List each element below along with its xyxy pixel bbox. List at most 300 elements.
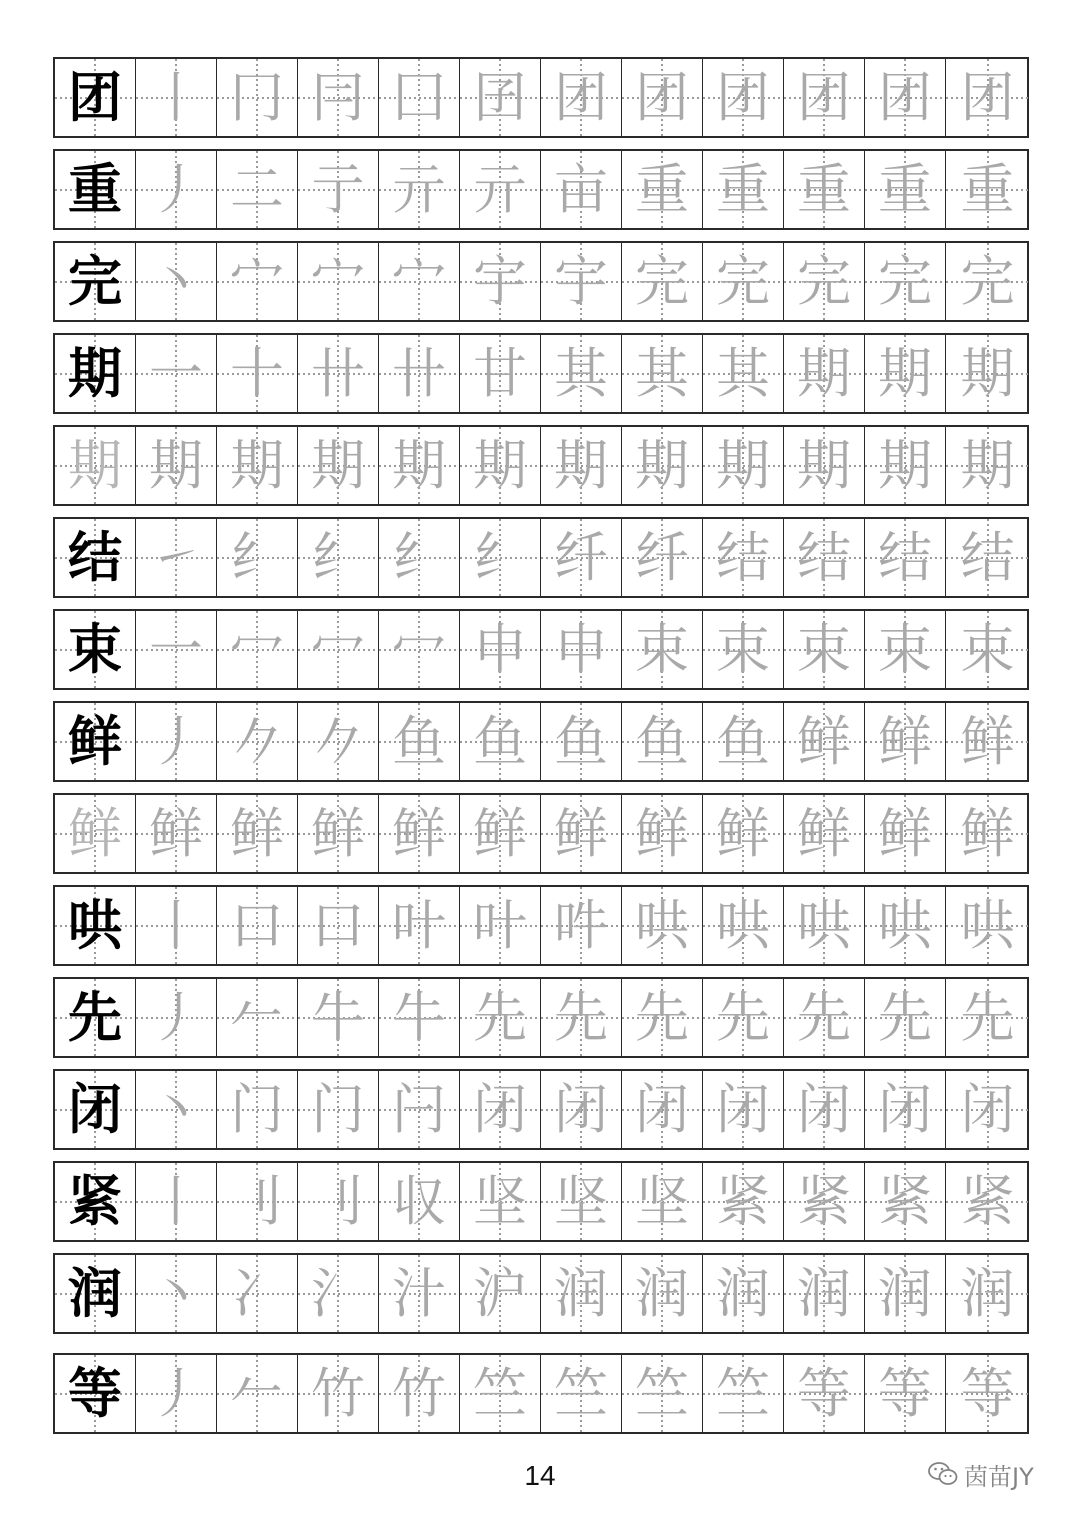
stroke-character: 门: [311, 1077, 365, 1141]
stroke-character: 束: [716, 617, 770, 681]
stroke-character: 吽: [554, 893, 608, 957]
stroke-step-cell: [460, 335, 541, 412]
stroke-character: 团: [960, 65, 1015, 129]
stroke-character: 丿: [149, 1361, 203, 1425]
stroke-step-cell: [298, 1255, 379, 1332]
practice-row: [53, 1161, 1029, 1242]
stroke-character: 闩: [392, 1077, 446, 1141]
stroke-character: 鲜: [635, 801, 689, 865]
trace-cell: [622, 795, 703, 872]
stroke-character: 完: [878, 249, 932, 313]
stroke-character: 润: [878, 1261, 932, 1325]
stroke-character: 宇: [554, 249, 608, 313]
stroke-character: 哄: [635, 893, 689, 957]
stroke-character: 期: [960, 341, 1015, 405]
model-char-cell: [55, 1355, 136, 1432]
stroke-character: 完: [797, 249, 851, 313]
stroke-step-cell: [136, 1163, 217, 1240]
stroke-character: 鲜: [797, 801, 851, 865]
stroke-step-cell: [379, 151, 460, 228]
stroke-step-cell: [784, 1071, 865, 1148]
stroke-character: 鲜: [878, 801, 932, 865]
model-char-cell: [55, 335, 136, 412]
stroke-character: 鲜: [392, 801, 446, 865]
stroke-step-cell: [784, 151, 865, 228]
model-character: 等: [68, 1361, 122, 1425]
model-character: 鲜: [68, 709, 122, 773]
stroke-character: 鲜: [797, 709, 851, 773]
stroke-step-cell: [703, 59, 784, 136]
stroke-step-cell: [622, 1163, 703, 1240]
stroke-character: 宀: [311, 249, 365, 313]
stroke-step-cell: [946, 1071, 1029, 1148]
stroke-step-cell: [217, 703, 298, 780]
stroke-character: 等: [797, 1361, 851, 1425]
stroke-step-cell: [622, 979, 703, 1056]
stroke-step-cell: [379, 979, 460, 1056]
trace-cell: [865, 427, 946, 504]
stroke-step-cell: [541, 611, 622, 688]
stroke-character: 完: [716, 249, 770, 313]
trace-cell: [55, 795, 136, 872]
stroke-character: 坚: [635, 1169, 689, 1233]
stroke-step-cell: [217, 519, 298, 596]
stroke-step-cell: [946, 59, 1029, 136]
stroke-character: 鱼: [392, 709, 446, 773]
stroke-character: 紧: [960, 1169, 1015, 1233]
stroke-character: 团: [878, 65, 932, 129]
stroke-character: 期: [878, 341, 932, 405]
stroke-character: 紧: [878, 1169, 932, 1233]
stroke-character: 其: [716, 341, 770, 405]
stroke-character: 束: [635, 617, 689, 681]
practice-row: [53, 977, 1029, 1058]
stroke-character: 牛: [392, 985, 446, 1049]
stroke-step-cell: [136, 151, 217, 228]
stroke-step-cell: [217, 1255, 298, 1332]
stroke-character: 竺: [554, 1361, 608, 1425]
practice-row: [53, 701, 1029, 782]
stroke-step-cell: [217, 335, 298, 412]
stroke-step-cell: [460, 1355, 541, 1432]
stroke-character: 纤: [635, 525, 689, 589]
stroke-character: 丨: [149, 893, 203, 957]
stroke-step-cell: [541, 335, 622, 412]
stroke-character: 重: [960, 157, 1015, 221]
stroke-step-cell: [298, 59, 379, 136]
model-char-cell: [55, 1255, 136, 1332]
trace-cell: [865, 795, 946, 872]
stroke-step-cell: [298, 979, 379, 1056]
practice-row: [53, 241, 1029, 322]
stroke-character: 先: [635, 985, 689, 1049]
model-char-cell: [55, 243, 136, 320]
stroke-character: 期: [68, 433, 122, 497]
stroke-character: 囝: [473, 65, 527, 129]
stroke-step-cell: [298, 1071, 379, 1148]
stroke-step-cell: [784, 611, 865, 688]
practice-row: [53, 333, 1029, 414]
stroke-step-cell: [460, 1163, 541, 1240]
stroke-character: 期: [473, 433, 527, 497]
stroke-character: 丨: [149, 65, 203, 129]
stroke-step-cell: [946, 1163, 1029, 1240]
model-char-cell: [55, 1163, 136, 1240]
stroke-character: 口: [311, 893, 365, 957]
stroke-character: 期: [230, 433, 284, 497]
stroke-step-cell: [379, 611, 460, 688]
model-character: 哄: [68, 893, 122, 957]
stroke-step-cell: [946, 1255, 1029, 1332]
stroke-character: 冖: [230, 617, 284, 681]
stroke-character: 冖: [392, 617, 446, 681]
stroke-step-cell: [541, 703, 622, 780]
model-character: 重: [68, 157, 122, 221]
trace-cell: [946, 427, 1029, 504]
stroke-character: 鱼: [473, 709, 527, 773]
stroke-character: 坚: [473, 1169, 527, 1233]
stroke-step-cell: [541, 1355, 622, 1432]
stroke-character: 润: [635, 1261, 689, 1325]
stroke-step-cell: [865, 59, 946, 136]
stroke-step-cell: [784, 243, 865, 320]
stroke-character: 期: [797, 433, 851, 497]
stroke-step-cell: [379, 1255, 460, 1332]
stroke-character: 完: [960, 249, 1015, 313]
stroke-character: 亓: [473, 157, 527, 221]
stroke-character: 鲜: [311, 801, 365, 865]
stroke-step-cell: [784, 887, 865, 964]
stroke-character: 沪: [473, 1261, 527, 1325]
stroke-character: 先: [960, 985, 1015, 1049]
stroke-step-cell: [136, 335, 217, 412]
stroke-character: 润: [797, 1261, 851, 1325]
stroke-step-cell: [541, 1071, 622, 1148]
stroke-step-cell: [379, 703, 460, 780]
stroke-character: 丶: [149, 1077, 203, 1141]
model-char-cell: [55, 611, 136, 688]
stroke-character: 团: [635, 65, 689, 129]
stroke-step-cell: [946, 335, 1029, 412]
stroke-step-cell: [217, 979, 298, 1056]
stroke-character: 丿: [149, 985, 203, 1049]
stroke-character: 闭: [797, 1077, 851, 1141]
stroke-character: 𠂉: [230, 1361, 284, 1425]
stroke-step-cell: [622, 335, 703, 412]
stroke-step-cell: [298, 151, 379, 228]
stroke-step-cell: [622, 59, 703, 136]
stroke-step-cell: [217, 1163, 298, 1240]
stroke-character: 门: [230, 1077, 284, 1141]
page-number: 14: [524, 1460, 556, 1491]
stroke-step-cell: [136, 243, 217, 320]
stroke-step-cell: [784, 979, 865, 1056]
trace-cell: [784, 427, 865, 504]
stroke-step-cell: [622, 1355, 703, 1432]
stroke-character: 重: [878, 157, 932, 221]
stroke-step-cell: [541, 519, 622, 596]
stroke-step-cell: [460, 979, 541, 1056]
watermark-text: 茵苗JY: [964, 1462, 1034, 1491]
stroke-step-cell: [298, 887, 379, 964]
stroke-step-cell: [622, 703, 703, 780]
trace-cell: [541, 427, 622, 504]
stroke-step-cell: [460, 703, 541, 780]
stroke-character: 二: [230, 157, 284, 221]
stroke-step-cell: [703, 243, 784, 320]
stroke-character: 团: [797, 65, 851, 129]
stroke-step-cell: [703, 1071, 784, 1148]
stroke-character: 期: [797, 341, 851, 405]
stroke-character: 叶: [473, 893, 527, 957]
stroke-character: 结: [797, 525, 851, 589]
stroke-character: 収: [392, 1169, 446, 1233]
stroke-character: 刂: [230, 1169, 284, 1233]
model-character: 束: [68, 617, 122, 681]
stroke-step-cell: [622, 611, 703, 688]
stroke-step-cell: [865, 611, 946, 688]
stroke-character: 宇: [473, 249, 527, 313]
stroke-character: 重: [716, 157, 770, 221]
stroke-character: 刂: [311, 1169, 365, 1233]
stroke-step-cell: [865, 1355, 946, 1432]
stroke-step-cell: [784, 59, 865, 136]
stroke-step-cell: [217, 887, 298, 964]
stroke-step-cell: [298, 611, 379, 688]
stroke-character: 先: [473, 985, 527, 1049]
stroke-character: 紧: [797, 1169, 851, 1233]
stroke-character: 冫: [230, 1261, 284, 1325]
stroke-step-cell: [946, 703, 1029, 780]
stroke-step-cell: [217, 611, 298, 688]
stroke-step-cell: [703, 151, 784, 228]
watermark: [928, 1456, 1034, 1492]
stroke-step-cell: [217, 243, 298, 320]
stroke-character: 重: [635, 157, 689, 221]
stroke-step-cell: [460, 151, 541, 228]
stroke-character: 哄: [878, 893, 932, 957]
stroke-character: 竺: [635, 1361, 689, 1425]
model-char-cell: [55, 519, 136, 596]
model-character: 润: [68, 1261, 122, 1325]
trace-cell: [298, 427, 379, 504]
stroke-character: 期: [149, 433, 203, 497]
stroke-character: 期: [392, 433, 446, 497]
stroke-character: 一: [149, 617, 203, 681]
stroke-character: 束: [878, 617, 932, 681]
practice-row: [53, 517, 1029, 598]
stroke-character: 纟: [311, 525, 365, 589]
model-char-cell: [55, 979, 136, 1056]
stroke-character: 闭: [473, 1077, 527, 1141]
stroke-step-cell: [622, 887, 703, 964]
stroke-step-cell: [865, 243, 946, 320]
stroke-step-cell: [865, 1163, 946, 1240]
stroke-step-cell: [136, 59, 217, 136]
stroke-step-cell: [379, 887, 460, 964]
practice-row: [53, 885, 1029, 966]
stroke-step-cell: [703, 887, 784, 964]
stroke-character: 束: [797, 617, 851, 681]
stroke-character: 丨: [149, 1169, 203, 1233]
stroke-character: 丿: [149, 709, 203, 773]
wechat-icon: [928, 1461, 958, 1487]
stroke-character: 鱼: [635, 709, 689, 773]
stroke-character: 卄: [311, 341, 365, 405]
stroke-character: 期: [960, 433, 1015, 497]
stroke-step-cell: [298, 703, 379, 780]
stroke-character: 团: [716, 65, 770, 129]
model-character: 紧: [68, 1169, 122, 1233]
practice-row: [53, 1253, 1029, 1334]
trace-cell: [217, 795, 298, 872]
stroke-step-cell: [865, 1255, 946, 1332]
stroke-character: 卄: [392, 341, 446, 405]
stroke-step-cell: [946, 519, 1029, 596]
stroke-step-cell: [784, 519, 865, 596]
stroke-character: 润: [716, 1261, 770, 1325]
stroke-step-cell: [460, 1255, 541, 1332]
stroke-step-cell: [460, 1071, 541, 1148]
stroke-character: 竺: [473, 1361, 527, 1425]
trace-cell: [136, 427, 217, 504]
stroke-character: 期: [716, 433, 770, 497]
stroke-character: 坚: [554, 1169, 608, 1233]
stroke-character: 鲜: [473, 801, 527, 865]
model-character: 闭: [68, 1077, 122, 1141]
stroke-step-cell: [541, 243, 622, 320]
stroke-character: 竺: [716, 1361, 770, 1425]
stroke-character: 纟: [473, 525, 527, 589]
stroke-character: 冂: [230, 65, 284, 129]
trace-cell: [55, 427, 136, 504]
model-char-cell: [55, 887, 136, 964]
stroke-step-cell: [865, 703, 946, 780]
trace-cell: [217, 427, 298, 504]
model-char-cell: [55, 59, 136, 136]
stroke-character: 重: [797, 157, 851, 221]
stroke-character: 闭: [960, 1077, 1015, 1141]
stroke-character: 鲜: [68, 801, 122, 865]
stroke-step-cell: [298, 243, 379, 320]
stroke-step-cell: [460, 519, 541, 596]
stroke-step-cell: [541, 59, 622, 136]
trace-cell: [946, 795, 1029, 872]
stroke-step-cell: [136, 1355, 217, 1432]
stroke-step-cell: [865, 979, 946, 1056]
model-character: 团: [68, 65, 122, 129]
stroke-step-cell: [703, 611, 784, 688]
practice-row: [53, 1069, 1029, 1150]
stroke-character: 等: [878, 1361, 932, 1425]
stroke-step-cell: [136, 611, 217, 688]
stroke-character: 团: [554, 65, 608, 129]
practice-row: [53, 609, 1029, 690]
stroke-step-cell: [298, 519, 379, 596]
stroke-character: 亓: [392, 157, 446, 221]
stroke-character: 先: [554, 985, 608, 1049]
stroke-step-cell: [217, 59, 298, 136]
stroke-step-cell: [460, 611, 541, 688]
stroke-character: 竹: [392, 1361, 446, 1425]
stroke-character: 结: [960, 525, 1015, 589]
model-char-cell: [55, 1071, 136, 1148]
stroke-character: 鱼: [554, 709, 608, 773]
trace-cell: [298, 795, 379, 872]
stroke-step-cell: [622, 1071, 703, 1148]
stroke-step-cell: [784, 335, 865, 412]
stroke-step-cell: [136, 703, 217, 780]
stroke-step-cell: [946, 887, 1029, 964]
stroke-step-cell: [379, 59, 460, 136]
stroke-step-cell: [541, 979, 622, 1056]
stroke-step-cell: [136, 887, 217, 964]
stroke-character: 申: [554, 617, 608, 681]
stroke-character: 期: [635, 433, 689, 497]
stroke-character: 鱼: [716, 709, 770, 773]
stroke-character: 口: [230, 893, 284, 957]
stroke-step-cell: [703, 703, 784, 780]
stroke-step-cell: [865, 1071, 946, 1148]
stroke-character: 冖: [311, 617, 365, 681]
trace-cell: [460, 795, 541, 872]
stroke-character: 纤: [554, 525, 608, 589]
stroke-step-cell: [784, 1255, 865, 1332]
stroke-step-cell: [460, 887, 541, 964]
stroke-character: 氵: [311, 1261, 365, 1325]
stroke-character: 束: [960, 617, 1015, 681]
model-character: 完: [68, 249, 122, 313]
stroke-step-cell: [865, 151, 946, 228]
practice-row: [53, 425, 1029, 506]
stroke-character: 申: [473, 617, 527, 681]
stroke-character: 期: [311, 433, 365, 497]
trace-cell: [622, 427, 703, 504]
stroke-step-cell: [136, 519, 217, 596]
stroke-step-cell: [622, 151, 703, 228]
stroke-step-cell: [460, 59, 541, 136]
stroke-step-cell: [622, 519, 703, 596]
stroke-step-cell: [136, 1071, 217, 1148]
trace-cell: [379, 795, 460, 872]
stroke-character: 冃: [311, 65, 365, 129]
stroke-character: 鲜: [230, 801, 284, 865]
stroke-character: 宀: [230, 249, 284, 313]
stroke-step-cell: [865, 335, 946, 412]
stroke-character: 其: [554, 341, 608, 405]
stroke-step-cell: [379, 519, 460, 596]
stroke-step-cell: [541, 1255, 622, 1332]
stroke-character: 鲜: [149, 801, 203, 865]
stroke-character: 𠂉: [230, 985, 284, 1049]
stroke-character: 叶: [392, 893, 446, 957]
stroke-character: 闭: [716, 1077, 770, 1141]
stroke-character: 鲜: [554, 801, 608, 865]
stroke-character: 丶: [149, 249, 203, 313]
stroke-character: 𠂊: [311, 709, 365, 773]
stroke-character: 等: [960, 1361, 1015, 1425]
stroke-step-cell: [703, 979, 784, 1056]
stroke-character: 鲜: [960, 801, 1015, 865]
model-character: 结: [68, 525, 122, 589]
stroke-character: 囗: [392, 65, 446, 129]
stroke-character: 闭: [554, 1077, 608, 1141]
practice-row: [53, 57, 1029, 138]
stroke-character: 哄: [797, 893, 851, 957]
stroke-character: 亍: [311, 157, 365, 221]
stroke-character: 丿: [149, 157, 203, 221]
stroke-step-cell: [217, 1355, 298, 1432]
